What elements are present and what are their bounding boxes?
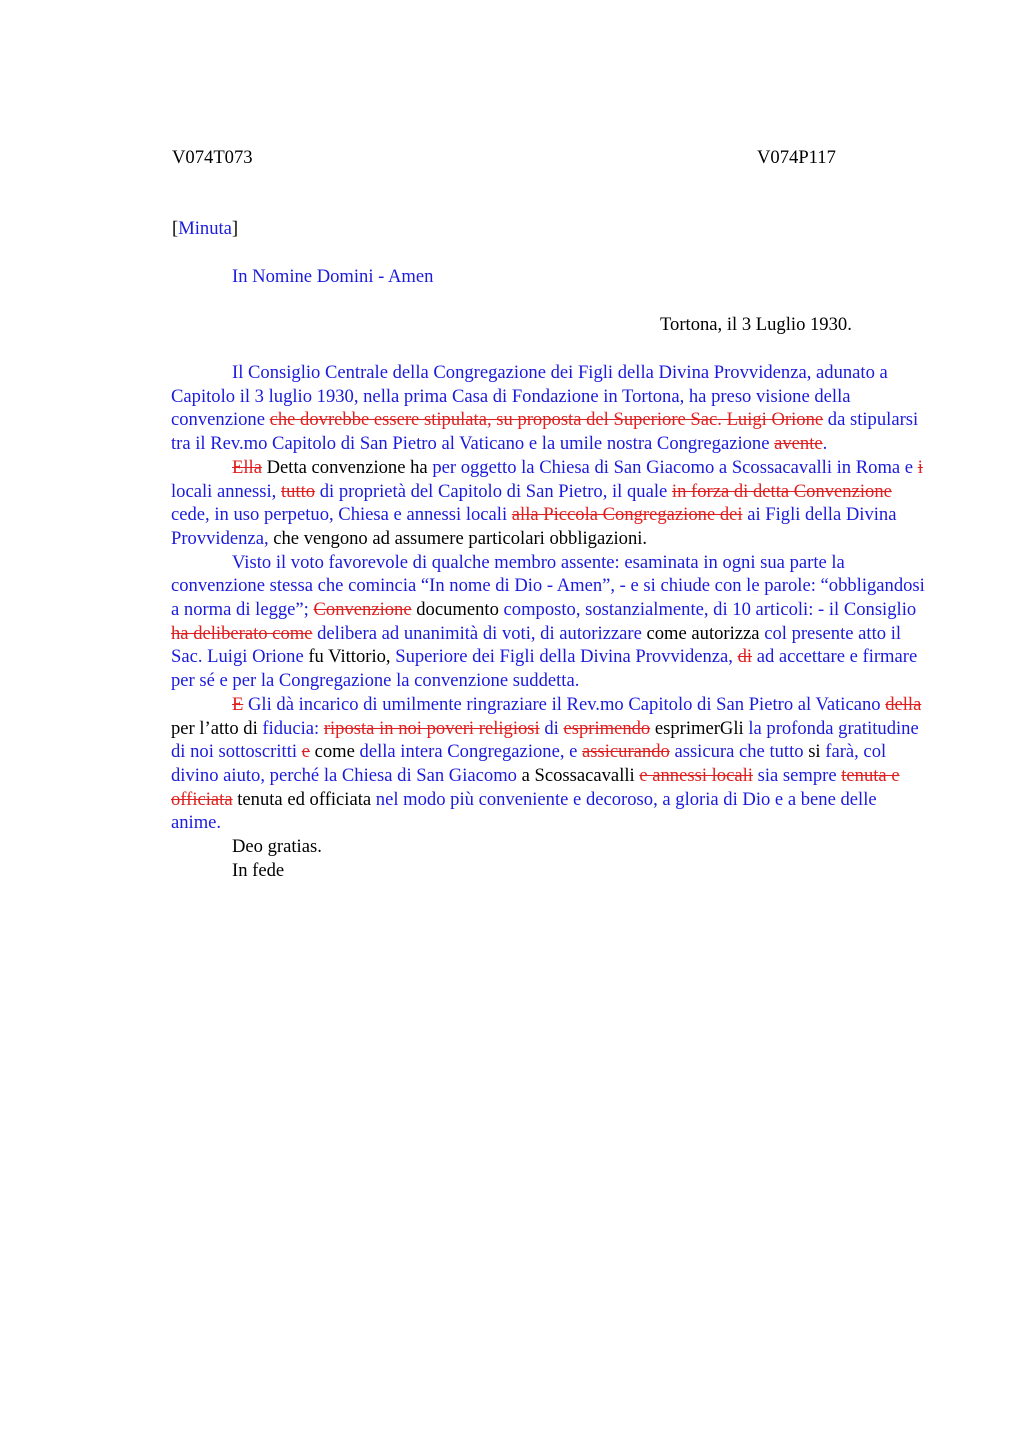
deleted-text: alla Piccola Congregazione dei — [511, 504, 743, 526]
body-paragraph — [171, 693, 931, 835]
inserted-text: farà, col divino aiuto, perché la Chiesa di San Giacomo — [171, 741, 887, 786]
inserted-text: fiducia: — [262, 717, 324, 739]
deleted-text: e annessi locali — [639, 764, 753, 786]
deleted-text: della — [885, 693, 922, 715]
deleted-text: Ella — [232, 456, 262, 478]
minuta-text: Minuta — [178, 218, 232, 239]
deleted-text: E — [232, 693, 244, 715]
inserted-text: . — [822, 433, 828, 455]
inserted-text: di proprietà del Capitolo di San Pietro, il quale — [315, 480, 672, 502]
inserted-text: composto, sostanzialmente, di 10 articoli: - il Consiglio — [503, 599, 917, 621]
deleted-text: in forza di detta Convenzione — [671, 480, 892, 502]
deleted-text: esprimendo — [563, 717, 651, 739]
minuta-bracket-close: ] — [231, 218, 239, 239]
minuta-bracket-open: [ — [172, 218, 179, 239]
original-text: si — [808, 741, 826, 763]
minuta-label — [172, 217, 238, 241]
inserted-text: per oggetto la Chiesa di San Giacomo a Scossacavalli in Roma e — [432, 456, 918, 478]
inserted-text: ai Figli della Divina Provvidenza, — [171, 504, 897, 549]
deleted-text: assicurando — [582, 741, 670, 763]
inserted-text: assicura che tutto — [669, 741, 809, 763]
document-code-right: V074P117 — [757, 147, 836, 168]
deleted-text: avente — [774, 433, 823, 455]
document-body — [171, 361, 931, 882]
deleted-text: ha deliberato come — [171, 622, 313, 644]
body-paragraph — [171, 456, 931, 551]
original-text: Deo gratias. — [232, 836, 322, 858]
original-text: tenuta ed officiata — [232, 788, 376, 810]
inserted-text: cede, in uso perpetuo, Chiesa e annessi locali — [171, 504, 512, 526]
body-paragraph — [171, 551, 931, 693]
deleted-text: di — [737, 646, 753, 668]
body-paragraph — [171, 859, 931, 883]
original-text: come autorizza — [641, 622, 765, 644]
deleted-text: i — [917, 456, 923, 478]
inserted-text: della intera Congregazione, e — [359, 741, 583, 763]
original-text: a Scossacavalli — [516, 764, 640, 786]
body-paragraph — [171, 835, 931, 859]
dateline: Tortona, il 3 Luglio 1930. — [660, 314, 852, 335]
deleted-text: Convenzione — [313, 599, 412, 621]
inserted-text: la profonda gratitudine di noi sottoscritti — [171, 717, 919, 763]
inserted-text: Visto il voto favorevole di qualche membro assente: esaminata in ogni sua parte la convenzione stessa che comincia “In nome di Dio - Amen”, - e si chiude con le parole: “obbligandosi a norma di legge”; — [171, 551, 925, 621]
inserted-text: Superiore dei Figli della Divina Provvidenza, — [395, 646, 738, 668]
inserted-text: di — [539, 717, 564, 739]
original-text: per l’atto di — [171, 717, 263, 739]
original-text: come — [309, 741, 360, 763]
inserted-text: delibera ad unanimità di voti, di autorizzare — [312, 622, 642, 644]
document-code-left: V074T073 — [172, 147, 253, 168]
inserted-text: ad accettare e firmare per sé e per la Congregazione la convenzione suddetta. — [171, 646, 918, 692]
deleted-text: che dovrebbe essere stipulata, su proposta del Superiore Sac. Luigi Orione — [269, 409, 824, 431]
inserted-text: col presente atto il Sac. Luigi Orione — [171, 622, 902, 668]
inserted-text: da stipularsi tra il Rev.mo Capitolo di San Pietro al Vaticano e la umile nostra Congregazione — [171, 409, 919, 455]
deleted-text: riposta in noi poveri religiosi — [323, 717, 540, 739]
invocation-line: In Nomine Domini - Amen — [232, 266, 434, 287]
body-paragraph — [171, 361, 931, 456]
deleted-text: tenuta e officiata — [171, 764, 900, 810]
deleted-text: e — [301, 741, 310, 763]
original-text: fu Vittorio, — [303, 646, 396, 668]
inserted-text: locali annessi, — [171, 480, 281, 502]
original-text: documento — [411, 599, 504, 621]
inserted-text: Il Consiglio Centrale della Congregazione dei Figli della Divina Provvidenza, adunato a Capitolo il 3 luglio 1930, nella prima Casa di Fondazione in Tortona, ha preso visione della convenzione — [171, 362, 888, 431]
inserted-text: sia sempre — [752, 764, 842, 786]
inserted-text: Gli dà incarico di umilmente ringraziare il Rev.mo Capitolo di San Pietro al Vaticano — [243, 693, 886, 715]
deleted-text: tutto — [280, 480, 316, 502]
original-text: Detta convenzione ha — [261, 456, 433, 478]
inserted-text: nel modo più conveniente e decoroso, a gloria di Dio e a bene delle anime. — [171, 788, 877, 834]
original-text: che vengono ad assumere particolari obbligazioni. — [268, 527, 648, 549]
original-text: In fede — [232, 859, 285, 881]
original-text: esprimerGli — [650, 717, 749, 739]
